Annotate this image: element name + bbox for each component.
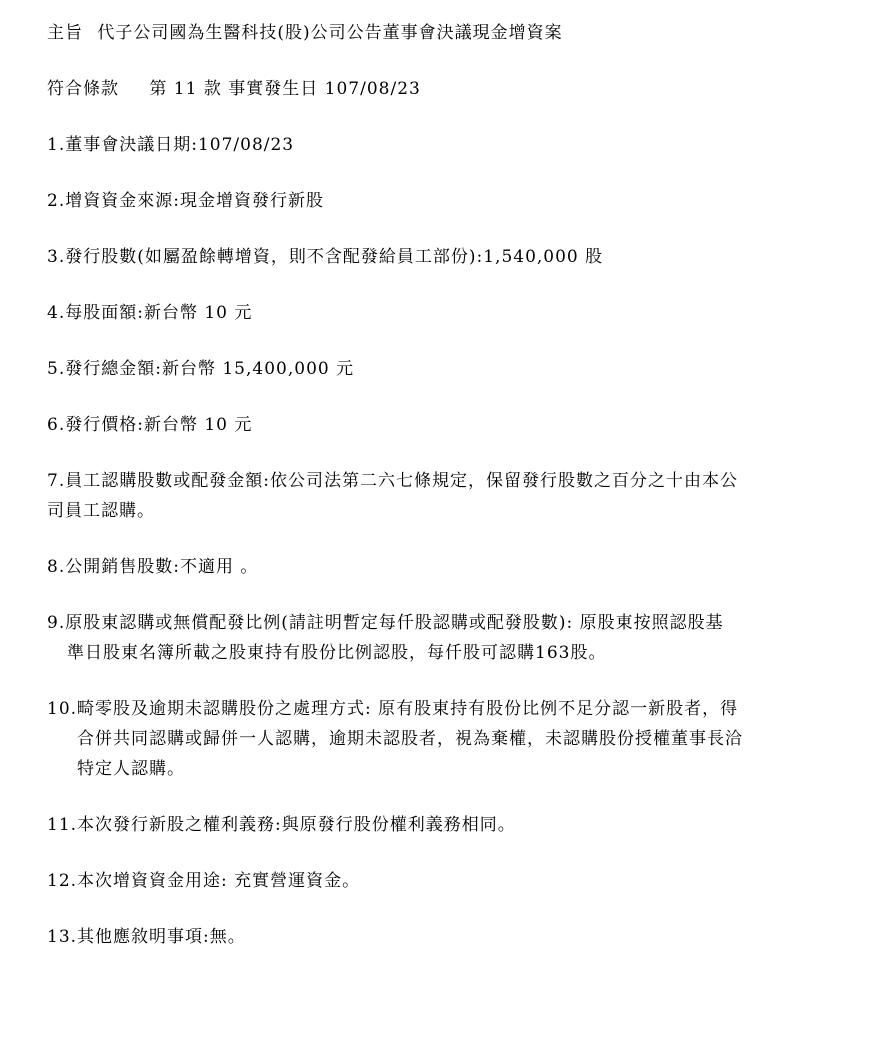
- item-continuation: 準日股東名簿所載之股東持有股份比例認股，每仟股可認購163股。: [67, 643, 607, 663]
- clause-label: 符合條款: [47, 79, 119, 99]
- item-first-line: [47, 608, 837, 638]
- item-11: [47, 810, 837, 840]
- item-10: [47, 694, 837, 784]
- announcement-document: [47, 18, 837, 952]
- item-number: 9.: [47, 613, 66, 633]
- item-continuation-2: 特定人認購。: [77, 759, 185, 779]
- item-number: 10.: [47, 699, 78, 719]
- item-text: 發行總金額:新台幣 15,400,000 元: [65, 359, 355, 379]
- item-1: [47, 130, 837, 160]
- item-text: 董事會決議日期:107/08/23: [65, 135, 295, 155]
- item-text: 原股東認購或無償配發比例(請註明暫定每仟股認購或配發股數): 原股東按照認股基: [65, 613, 724, 633]
- item-4: [47, 298, 837, 328]
- item-number: 13.: [47, 927, 78, 947]
- item-first-line: [47, 466, 837, 496]
- event-date: 107/08/23: [324, 79, 421, 99]
- item-text: 公開銷售股數:不適用 。: [65, 557, 259, 577]
- item-7: [47, 466, 837, 526]
- item-3: [47, 242, 837, 272]
- item-text: 發行價格:新台幣 10 元: [65, 415, 253, 435]
- item-8: [47, 552, 837, 582]
- clause-value: 第 11 款: [149, 79, 222, 99]
- item-text: 其他應敘明事項:無。: [77, 927, 246, 947]
- item-number: 8.: [47, 557, 66, 577]
- item-number: 2.: [47, 191, 66, 211]
- item-number: 5.: [47, 359, 66, 379]
- item-9: [47, 608, 837, 668]
- item-13: [47, 922, 837, 952]
- item-number: 6.: [47, 415, 66, 435]
- item-12: [47, 866, 837, 896]
- item-text: 發行股數(如屬盈餘轉增資，則不含配發給員工部份):1,540,000 股: [65, 247, 604, 267]
- event-date-label: 事實發生日: [228, 79, 319, 99]
- item-number: 1.: [47, 135, 66, 155]
- item-number: 11.: [47, 815, 78, 835]
- item-number: 12.: [47, 871, 78, 891]
- item-first-line: [47, 694, 837, 724]
- item-text: 每股面額:新台幣 10 元: [65, 303, 253, 323]
- item-text: 本次發行新股之權利義務:與原發行股份權利義務相同。: [77, 815, 516, 835]
- item-number: 3.: [47, 247, 66, 267]
- item-text: 員工認購股數或配發金額:依公司法第二六七條規定，保留發行股數之百分之十由本公: [65, 471, 738, 491]
- item-text: 畸零股及逾期未認購股份之處理方式: 原有股東持有股份比例不足分認一新股者，得: [77, 699, 739, 719]
- subject-text: 代子公司國為生醫科技(股)公司公告董事會決議現金增資案: [97, 23, 563, 43]
- item-text: 增資資金來源:現金增資發行新股: [65, 191, 324, 211]
- subject-label: 主旨: [47, 23, 83, 43]
- item-6: [47, 410, 837, 440]
- item-5: [47, 354, 837, 384]
- item-number: 4.: [47, 303, 66, 323]
- item-continuation: 司員工認購。: [47, 501, 155, 521]
- clause-line: [47, 74, 837, 104]
- item-2: [47, 186, 837, 216]
- item-text: 本次增資資金用途: 充實營運資金。: [77, 871, 361, 891]
- item-number: 7.: [47, 471, 66, 491]
- subject-line: [47, 18, 837, 48]
- item-continuation: 合併共同認購或歸併一人認購，逾期未認股者，視為棄權，未認購股份授權董事長洽: [77, 729, 743, 749]
